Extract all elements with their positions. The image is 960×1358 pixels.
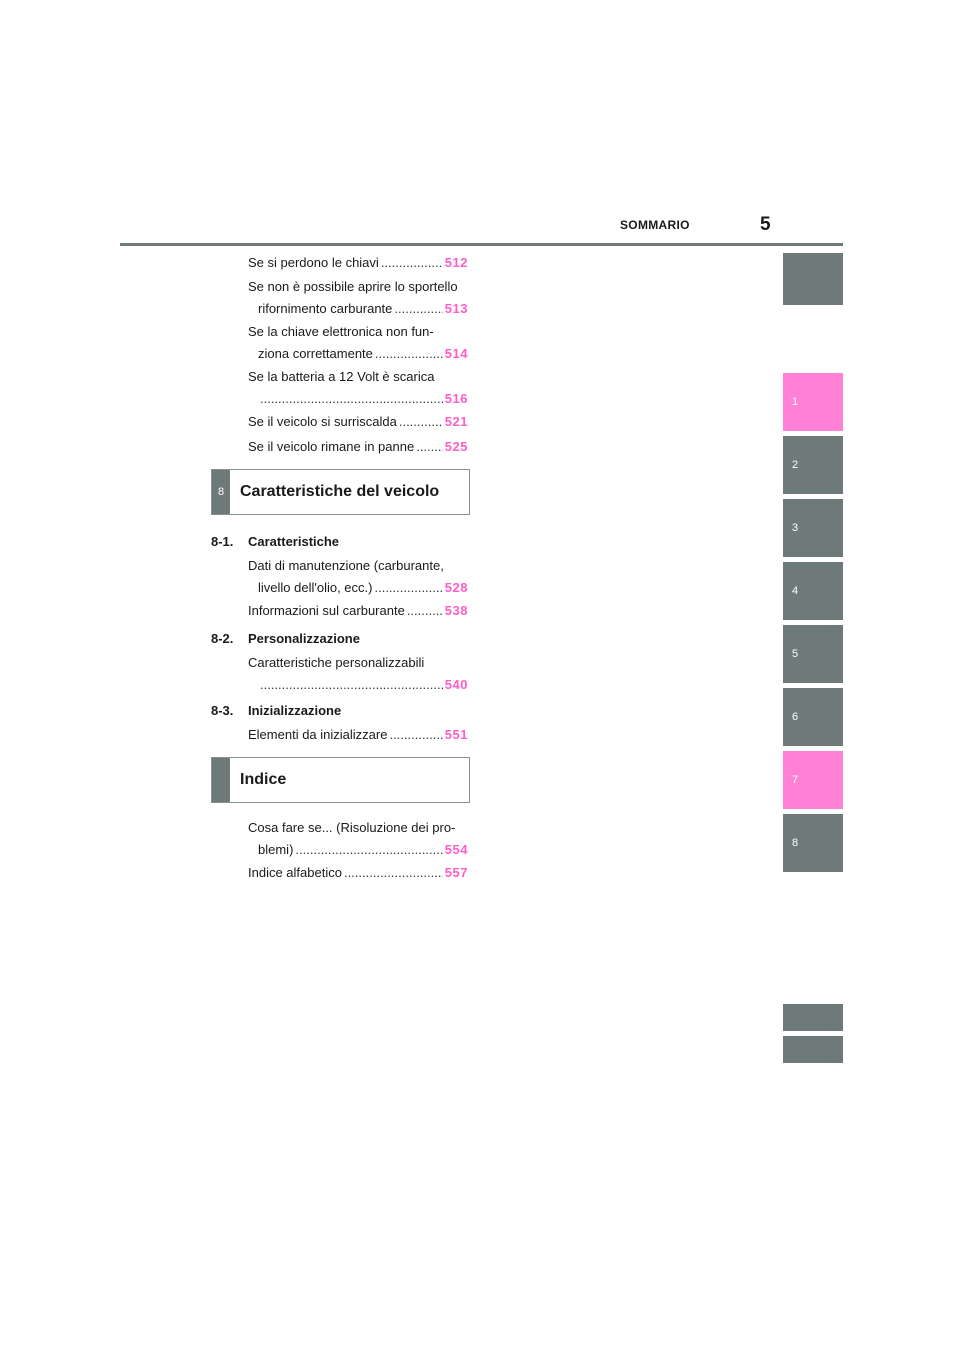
toc-entry[interactable]	[248, 366, 468, 410]
header-title: SOMMARIO	[620, 218, 690, 232]
section-title: Indice	[240, 771, 287, 788]
entry-page[interactable]: 557	[444, 865, 468, 880]
subsection-title: Personalizzazione	[248, 631, 360, 646]
subsection-title: Inizializzazione	[248, 703, 342, 718]
entry-page[interactable]: 516	[444, 391, 468, 406]
side-tab-1[interactable]	[783, 373, 843, 431]
entry-page[interactable]: 540	[444, 677, 468, 692]
side-tab-label: 7	[792, 774, 799, 786]
side-tab-label: 1	[792, 396, 799, 408]
side-tab-label: 6	[792, 711, 799, 723]
section-number: 8	[212, 470, 230, 514]
entry-text: blemi)	[258, 842, 294, 857]
toc-entry[interactable]	[248, 436, 468, 458]
subsection-number: 8-1.	[211, 534, 234, 549]
toc-entry[interactable]	[248, 321, 468, 365]
side-tab-label: 3	[792, 522, 799, 534]
side-tab-bottom-2[interactable]	[783, 1036, 843, 1063]
entry-text: Se la chiave elettronica non fun-	[248, 324, 434, 339]
toc-entry[interactable]	[248, 600, 468, 622]
section-header-8[interactable]	[211, 469, 470, 515]
header-rule	[120, 243, 843, 246]
subsection-title: Caratteristiche	[248, 534, 340, 549]
section-header-index[interactable]	[211, 757, 470, 803]
toc-entry[interactable]	[248, 652, 468, 696]
entry-text: ziona correttamente	[258, 346, 373, 361]
side-tab-label: 4	[792, 585, 799, 597]
side-tab-label: 2	[792, 459, 799, 471]
side-tab-top[interactable]	[783, 253, 843, 305]
toc-entry[interactable]	[248, 724, 468, 746]
entry-page[interactable]: 554	[444, 842, 468, 857]
entry-page[interactable]: 551	[444, 727, 468, 742]
entry-page[interactable]: 512	[444, 255, 468, 270]
side-tab-5[interactable]	[783, 625, 843, 683]
entry-text: Se il veicolo si surriscalda	[248, 414, 397, 429]
entry-text: rifornimento carburante	[258, 301, 393, 316]
page-number: 5	[760, 214, 771, 235]
entry-text: Se la batteria a 12 Volt è scarica	[248, 369, 435, 384]
entry-page[interactable]: 513	[444, 301, 468, 316]
side-tab-label: 8	[792, 837, 799, 849]
entry-text: Indice alfabetico	[248, 865, 342, 880]
entry-page[interactable]: 528	[444, 580, 468, 595]
subsection-number: 8-2.	[211, 631, 234, 646]
entry-page[interactable]: 525	[444, 439, 468, 454]
side-tab-7[interactable]	[783, 751, 843, 809]
section-title: Caratteristiche del veicolo	[240, 483, 440, 500]
toc-entry[interactable]	[248, 252, 468, 274]
entry-text: livello dell'olio, ecc.)	[258, 580, 373, 595]
entry-text: Informazioni sul carburante	[248, 603, 405, 618]
entry-text: Dati di manutenzione (carburante,	[248, 558, 444, 573]
subsection-heading[interactable]	[211, 631, 360, 646]
entry-text: Se si perdono le chiavi	[248, 255, 379, 270]
side-tab-bottom-1[interactable]	[783, 1004, 843, 1031]
entry-page[interactable]: 538	[444, 603, 468, 618]
entry-text: Se non è possibile aprire lo sportello	[248, 279, 458, 294]
side-tab-2[interactable]	[783, 436, 843, 494]
side-tab-8[interactable]	[783, 814, 843, 872]
entry-text: Cosa fare se... (Risoluzione dei pro-	[248, 820, 456, 835]
subsection-heading[interactable]	[211, 534, 339, 549]
section-bar	[212, 758, 230, 802]
side-tab-4[interactable]	[783, 562, 843, 620]
toc-entry[interactable]	[248, 555, 468, 599]
subsection-heading[interactable]	[211, 703, 341, 718]
entry-text: Caratteristiche personalizzabili	[248, 655, 425, 670]
subsection-number: 8-3.	[211, 703, 234, 718]
entry-text: Se il veicolo rimane in panne	[248, 439, 415, 454]
side-tab-6[interactable]	[783, 688, 843, 746]
side-tab-3[interactable]	[783, 499, 843, 557]
toc-entry[interactable]	[248, 276, 468, 320]
entry-page[interactable]: 514	[444, 346, 468, 361]
entry-text: Elementi da inizializzare	[248, 727, 388, 742]
toc-entry[interactable]	[248, 862, 468, 884]
side-tab-label: 5	[792, 648, 799, 660]
entry-page[interactable]: 521	[444, 414, 468, 429]
toc-entry[interactable]	[248, 817, 468, 861]
toc-entry[interactable]	[248, 411, 468, 433]
